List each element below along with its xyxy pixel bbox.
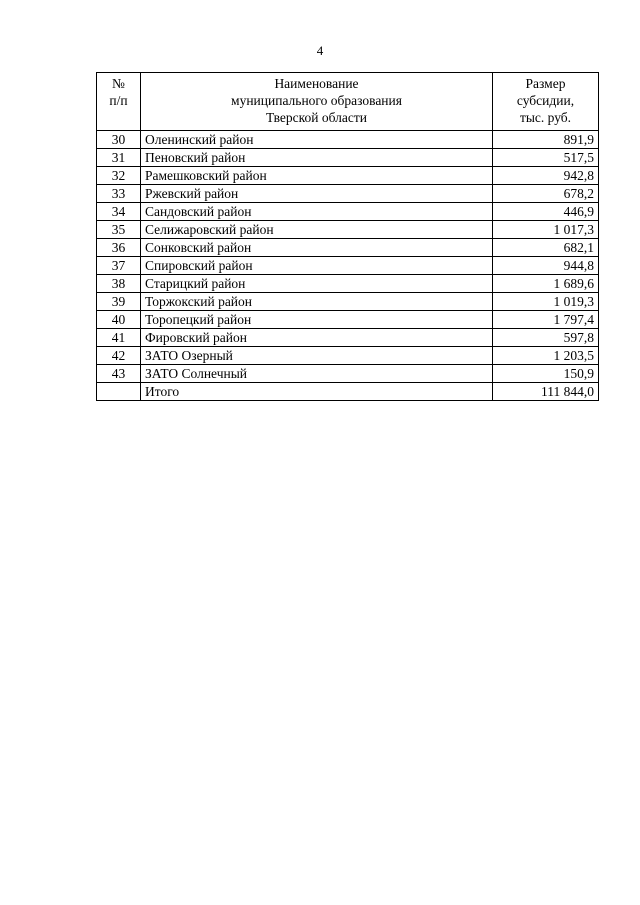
row-amount: 1 797,4 [493,311,599,329]
row-amount: 1 689,6 [493,275,599,293]
header-municipality-line: муниципального образования [231,93,402,108]
row-municipality: Старицкий район [141,275,493,293]
table-row [97,221,599,239]
row-amount: 678,2 [493,185,599,203]
table-row [97,311,599,329]
table-row [97,185,599,203]
row-number: 42 [97,347,141,365]
table-row [97,149,599,167]
header-amount-line: Размер [525,76,566,91]
table-row [97,257,599,275]
row-municipality: Спировский район [141,257,493,275]
total-number [97,383,141,401]
row-amount: 150,9 [493,365,599,383]
table-row [97,275,599,293]
header-subsidy-amount [493,73,599,131]
table-row [97,365,599,383]
row-amount: 1 017,3 [493,221,599,239]
row-number: 41 [97,329,141,347]
total-label: Итого [141,383,493,401]
header-amount-line: субсидии, [516,93,575,108]
table-header-row [97,73,599,131]
table-row [97,293,599,311]
row-municipality: Сонковский район [141,239,493,257]
row-municipality: Ржевский район [141,185,493,203]
header-municipality [141,73,493,131]
row-number: 31 [97,149,141,167]
row-number: 43 [97,365,141,383]
row-municipality: Сандовский район [141,203,493,221]
header-amount-line: тыс. руб. [519,110,572,125]
page-number: 4 [316,43,324,58]
row-amount: 944,8 [493,257,599,275]
table-row [97,131,599,149]
header-number-line: п/п [109,93,128,108]
row-amount: 597,8 [493,329,599,347]
header-municipality-line: Тверской области [266,110,367,125]
row-amount: 517,5 [493,149,599,167]
table-row [97,347,599,365]
row-number: 40 [97,311,141,329]
table-row [97,203,599,221]
header-number-line: № [112,76,125,91]
row-municipality: Пеновский район [141,149,493,167]
total-row [97,383,599,401]
total-amount: 111 844,0 [493,383,599,401]
row-amount: 682,1 [493,239,599,257]
row-municipality: Рамешковский район [141,167,493,185]
row-number: 33 [97,185,141,203]
row-number: 36 [97,239,141,257]
row-municipality: Торопецкий район [141,311,493,329]
row-number: 35 [97,221,141,239]
header-number [97,73,141,131]
row-amount: 942,8 [493,167,599,185]
row-municipality: Оленинский район [141,131,493,149]
row-number: 32 [97,167,141,185]
table-row [97,167,599,185]
row-amount: 1 019,3 [493,293,599,311]
row-amount: 1 203,5 [493,347,599,365]
row-amount: 446,9 [493,203,599,221]
row-number: 34 [97,203,141,221]
row-municipality: Фировский район [141,329,493,347]
header-municipality-line: Наименование [274,76,359,91]
row-number: 30 [97,131,141,149]
subsidy-table [96,72,599,401]
row-municipality: ЗАТО Озерный [141,347,493,365]
row-municipality: Торжокский район [141,293,493,311]
table-row [97,329,599,347]
row-number: 38 [97,275,141,293]
row-municipality: Селижаровский район [141,221,493,239]
row-amount: 891,9 [493,131,599,149]
row-municipality: ЗАТО Солнечный [141,365,493,383]
table-row [97,239,599,257]
row-number: 37 [97,257,141,275]
row-number: 39 [97,293,141,311]
